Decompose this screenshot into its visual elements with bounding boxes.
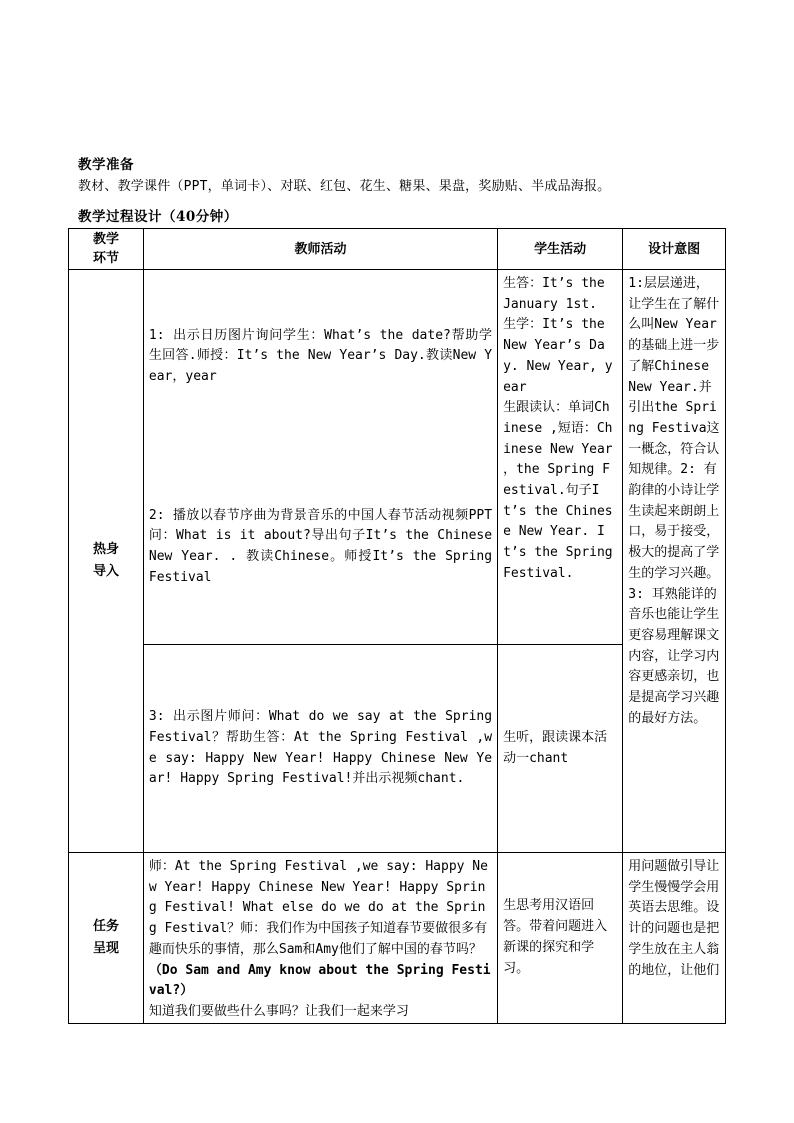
warmup-purpose-cell: 1:层层递进，让学生在了解什么叫New Year的基础上进一步了解Chinese New Year.并引出the Spring Festiva这一概念，符合认知规律。2: 有韵律的小诗让学生读起来朗朗上口，易于接受，极大的提高了学生的学习兴趣。3: 耳熟能详的音乐也能让学生更容易理解课文内容，让学习内容更感亲切，也是提高学习兴趣的最好方法。 xyxy=(623,270,726,853)
table-header-row xyxy=(69,229,726,270)
task-teacher-activity-c: 知道我们要做些什么事吗？让我们一起来学习 xyxy=(148,1003,409,1019)
warmup-student-activity-4: 生听，跟读课本活动一chant xyxy=(498,645,623,853)
warmup-student-activity-1: 生答：It’s the January 1st. xyxy=(503,276,605,312)
prep-heading: 教学准备 xyxy=(78,157,134,173)
stage-warmup xyxy=(69,270,144,853)
warmup-student-activity-3: 生跟读认：单词Chinese ,短语：Chinese New Year ，the Spring Festival.句子It’s the Chinese New Year. It’s the Spring Festival. xyxy=(503,400,613,581)
materials-text: 教材、教学课件（PPT，单词卡）、对联、红包、花生、糖果、果盘，奖励贴、半成品海报。 xyxy=(78,179,611,194)
header-student: 学生活动 xyxy=(498,229,623,270)
header-stage xyxy=(69,229,144,270)
header-stage-line2: 环节 xyxy=(92,251,119,266)
warmup-student-cell xyxy=(498,270,623,645)
lesson-table xyxy=(68,228,726,1024)
warmup-teacher-activity-2: 2: 播放以春节序曲为背景音乐的中国人春节活动视频PPT问：What is it about?导出句子It’s the Chinese New Year. . 教读Chinese。师授It’s the Spring Festival xyxy=(148,507,493,585)
header-purpose: 设计意图 xyxy=(623,229,726,270)
stage-warmup-line2: 导入 xyxy=(92,564,119,579)
process-heading: 教学过程设计（40分钟） xyxy=(78,209,238,225)
task-student-cell: 生思考用汉语回答。带着问题进入新课的探究和学习。 xyxy=(498,853,623,1024)
stage-task xyxy=(69,853,144,1024)
table-row-task xyxy=(69,853,726,1024)
warmup-teacher-activity-3: 3: 出示图片师问：What do we say at the Spring Festival？帮助生答：At the Spring Festival ,we say: Happy New Year! Happy Chinese New Year! Happy Spring Festival!并出示视频chant. xyxy=(143,645,497,853)
warmup-teacher-cell xyxy=(143,270,497,645)
task-teacher-question: （Do Sam and Amy know about the Spring Festival?） xyxy=(148,962,491,999)
stage-warmup-line1: 热身 xyxy=(92,542,119,557)
header-teacher: 教师活动 xyxy=(143,229,497,270)
warmup-student-activity-2: 生学：It’s the New Year’s Day. New Year, year xyxy=(503,317,613,395)
warmup-teacher-activity-1: 1: 出示日历图片询问学生：What’s the date?帮助学生回答.师授：It’s the New Year’s Day.教读New Year，year xyxy=(148,327,493,384)
stage-task-line1: 任务 xyxy=(92,918,119,934)
task-teacher-cell xyxy=(143,853,497,1024)
task-teacher-activity-a: 师：At the Spring Festival ,we say: Happy New Year! Happy Chinese New Year! Happy Spring Festival! What else do we do at the Spring Festival？师：我们作为中国孩子知道春节要做很多有趣而快乐的事情，那么Sam和Amy他们了解中国的春节吗？ xyxy=(148,859,488,957)
task-purpose-cell: 用问题做引导让学生慢慢学会用英语去思维。设计的问题也是把学生放在主人翁的地位，让他们 xyxy=(623,853,726,1024)
header-stage-line1: 教学 xyxy=(92,232,119,247)
stage-task-line2: 呈现 xyxy=(92,940,119,956)
table-row-warmup-1 xyxy=(69,270,726,645)
